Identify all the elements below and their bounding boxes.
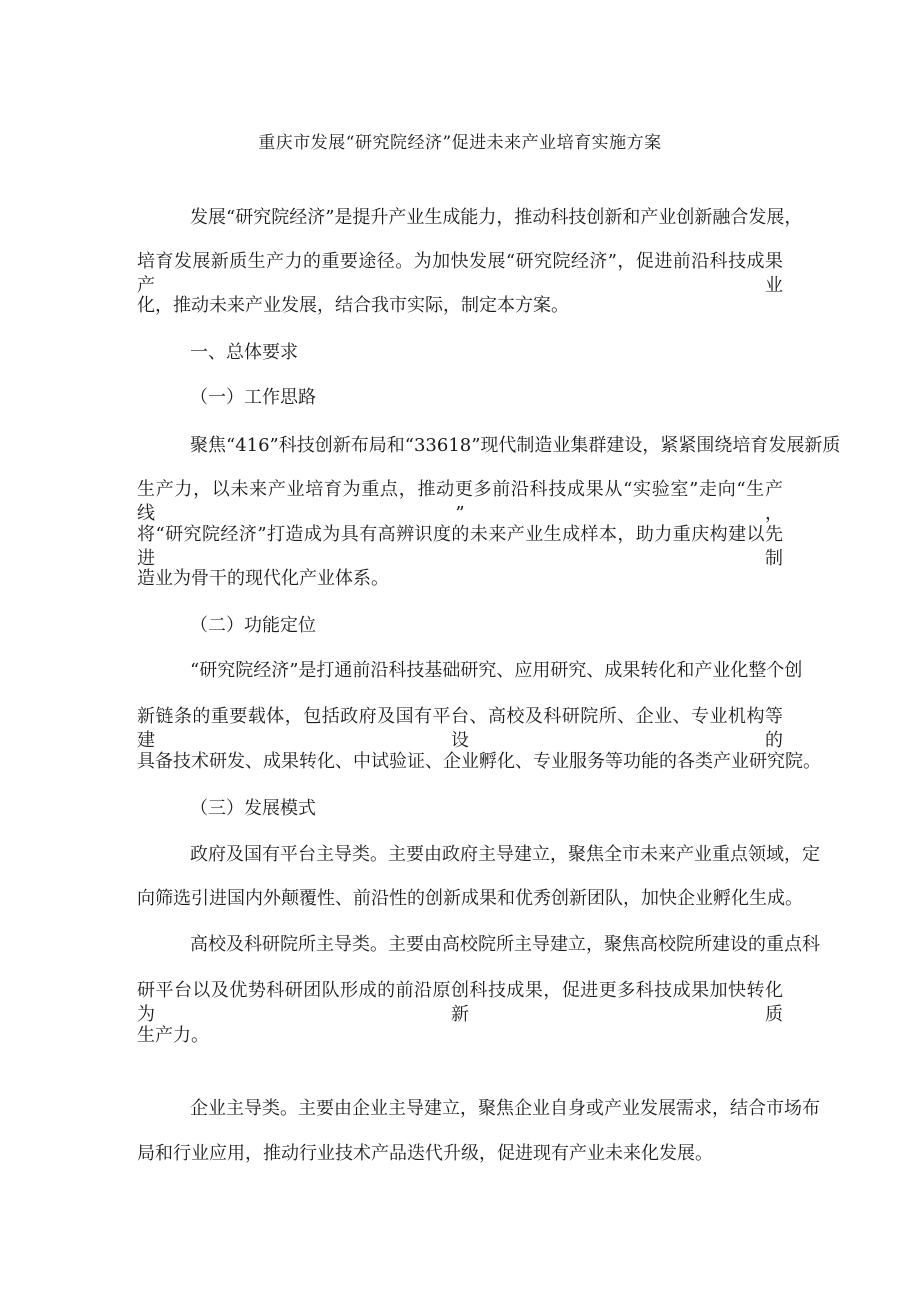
intro-line-2: 培育发展新质生产力的重要途径。为加快发展“研究院经济”，促进前沿科技成果产业 <box>137 251 783 296</box>
mode-gov-line-2: 向筛选引进国内外颠覆性、前沿性的创新成果和优秀创新团队，加快企业孵化生成。 <box>137 888 803 909</box>
mode-ent-line-2: 局和行业应用，推动行业技术产品迭代升级，促进现有产业未来化发展。 <box>137 1143 713 1164</box>
subsection-heading-3: （三）发展模式 <box>190 798 316 819</box>
intro-line-3: 化，推动未来产业发展，结合我市实际，制定本方案。 <box>137 295 569 316</box>
sub2-line-2: 新链条的重要载体，包括政府及国有平台、高校及科研院所、企业、专业机构等建设的 <box>137 706 783 751</box>
sub2-line-3: 具备技术研发、成果转化、中试验证、企业孵化、专业服务等功能的各类产业研究院。 <box>137 751 821 772</box>
sub1-line-1: 聚焦“416”科技创新布局和“33618”现代制造业集群建设，紧紧围绕培育发展新质 <box>190 435 841 456</box>
mode-univ-line-3: 生产力。 <box>137 1025 209 1046</box>
subsection-heading-1: （一）工作思路 <box>190 387 316 408</box>
sub1-line-2: 生产力，以未来产业培育为重点，推动更多前沿科技成果从“实验室”走向“生产线”， <box>137 479 783 524</box>
mode-gov-line-1: 政府及国有平台主导类。主要由政府主导建立，聚焦全市未来产业重点领域，定 <box>190 844 820 865</box>
sub2-line-1: “研究院经济”是打通前沿科技基础研究、应用研究、成果转化和产业化整个创 <box>190 660 803 681</box>
subsection-heading-2: （二）功能定位 <box>190 615 316 636</box>
section-heading-1: 一、总体要求 <box>190 342 298 363</box>
mode-univ-line-1: 高校及科研院所主导类。主要由高校院所主导建立，聚焦高校院所建设的重点科 <box>190 934 820 955</box>
intro-line-1: 发展“研究院经济”是提升产业生成能力，推动科技创新和产业创新融合发展， <box>190 207 803 228</box>
mode-ent-line-1: 企业主导类。主要由企业主导建立，聚焦企业自身或产业发展需求，结合市场布 <box>190 1098 820 1119</box>
sub1-line-3: 将“研究院经济”打造成为具有高辨识度的未来产业生成样本，助力重庆构建以先进制 <box>137 524 783 569</box>
document-title: 重庆市发展“研究院经济”促进未来产业培育实施方案 <box>258 133 662 153</box>
mode-univ-line-2: 研平台以及优势科研团队形成的前沿原创科技成果，促进更多科技成果加快转化为新质 <box>137 980 783 1025</box>
sub1-line-4: 造业为骨干的现代化产业体系。 <box>137 568 389 589</box>
